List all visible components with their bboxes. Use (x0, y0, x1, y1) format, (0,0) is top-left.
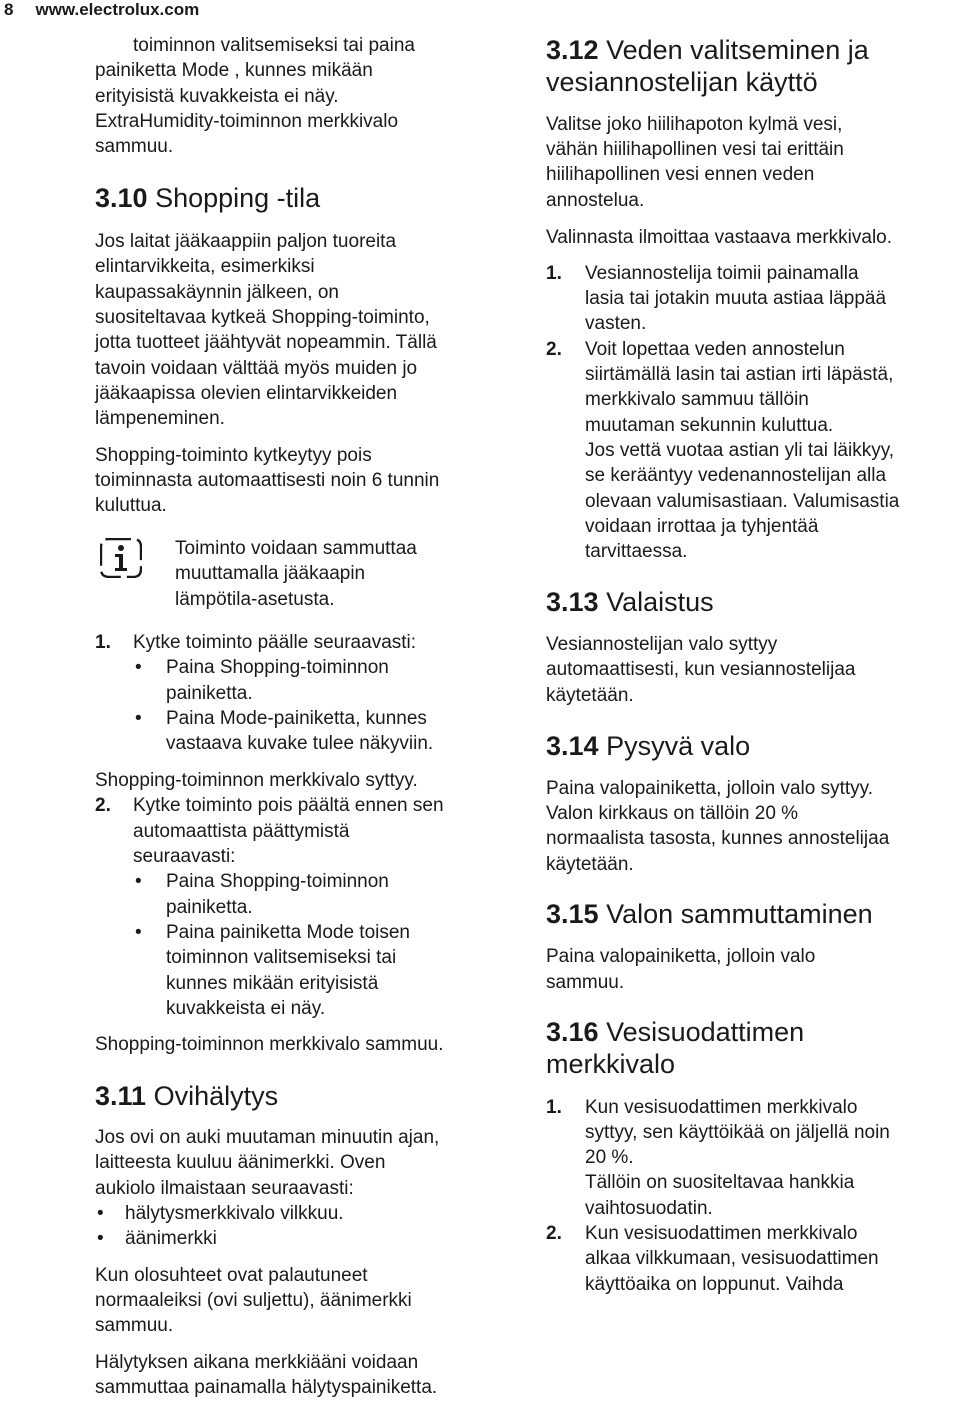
bullet-dot: • (97, 1228, 104, 1249)
s315-p1-line: sammuu. (546, 972, 625, 993)
step-number: 1. (546, 263, 562, 284)
bullet-dot: • (97, 1203, 104, 1224)
step-text: Kun vesisuodattimen merkkivalo (585, 1223, 858, 1244)
s310-p1-line: lämpeneminen. (95, 408, 225, 429)
step-text: Jos vettä vuotaa astian yli tai läikkyy, (585, 440, 895, 461)
step-text: voidaan irrottaa ja tyhjentää (585, 516, 819, 537)
s310-p2-line: kuluttua. (95, 495, 167, 516)
bullet-dot: • (135, 657, 142, 678)
intro-line: erityisistä kuvakkeista ei näy. (95, 86, 339, 107)
s310-after2: Shopping-toiminnon merkkivalo sammuu. (95, 1034, 444, 1055)
site-url: www.electrolux.com (35, 0, 200, 19)
step-text: olevaan valumisastiaan. Valumisastia (585, 491, 900, 512)
step-text: muutaman sekunnin kuluttua. (585, 415, 834, 436)
note-line: Toiminto voidaan sammuttaa (175, 538, 417, 559)
s314-p1-line: Paina valopainiketta, jolloin valo syttyy. (546, 778, 874, 799)
step-number: 2. (95, 795, 111, 816)
heading-3-10: 3.10 Shopping -tila (95, 183, 321, 213)
step-text: Kun vesisuodattimen merkkivalo (585, 1097, 858, 1118)
s312-p1-line: hiilihapollinen vesi ennen veden (546, 164, 815, 185)
bullet-line: hälytysmerkkivalo vilkkuu. (125, 1203, 344, 1224)
intro-line: ExtraHumidity-toiminnon merkkivalo (95, 111, 399, 132)
page-header (4, 0, 199, 20)
bullet-dot: • (135, 708, 142, 729)
s315-p1-line: Paina valopainiketta, jolloin valo (546, 946, 816, 967)
s310-p2-line: Shopping-toiminto kytkeytyy pois (95, 445, 372, 466)
note-line: lämpötila-asetusta. (175, 589, 335, 610)
step-text: siirtämällä lasin tai astian irti läpästä, (585, 364, 894, 385)
step-text: tarvittaessa. (585, 541, 688, 562)
bullet-line: painiketta. (166, 897, 253, 918)
bullet-line: äänimerkki (125, 1228, 217, 1249)
s312-p2: Valinnasta ilmoittaa vastaava merkkivalo. (546, 227, 893, 248)
heading-3-16-line2: merkkivalo (546, 1049, 676, 1079)
s312-p1-line: annostelua. (546, 190, 645, 211)
heading-3-12-line2: vesiannostelijan käyttö (546, 67, 818, 97)
s311-p2-line: Kun olosuhteet ovat palautuneet (95, 1265, 368, 1286)
step-text: merkkivalo sammuu tällöin (585, 389, 809, 410)
step-text: Voit lopettaa veden annostelun (585, 339, 845, 360)
step-text: seuraavasti: (133, 846, 236, 867)
step-text: vasten. (585, 313, 647, 334)
intro-line: toiminnon valitsemiseksi tai paina (133, 35, 415, 56)
step-text: se kerääntyy vedenannostelijan alla (585, 465, 887, 486)
s310-p2-line: toiminnasta automaattisesti noin 6 tunnin (95, 470, 440, 491)
s311-p1-line: Jos ovi on auki muutaman minuutin ajan, (95, 1127, 440, 1148)
s311-p1-line: aukiolo ilmaistaan seuraavasti: (95, 1178, 354, 1199)
step-text: Kytke toiminto päälle seuraavasti: (133, 632, 417, 653)
s313-p1-line: käytetään. (546, 685, 634, 706)
step-text: 20 %. (585, 1147, 634, 1168)
bullet-line: Paina painiketta Mode toisen (166, 922, 410, 943)
intro-line: painiketta Mode , kunnes mikään (95, 60, 373, 81)
s314-p1-line: normaalista tasosta, kunnes annostelijaa (546, 828, 890, 849)
bullet-dot: • (135, 871, 142, 892)
bullet-line: vastaava kuvake tulee näkyviin. (166, 733, 434, 754)
bullet-dot: • (135, 922, 142, 943)
s310-p1-line: elintarvikkeita, esimerkiksi (95, 256, 315, 277)
bullet-line: toiminnon valitsemiseksi tai (166, 947, 397, 968)
s314-p1-line: käytetään. (546, 854, 634, 875)
step-text: Kytke toiminto pois päältä ennen sen (133, 795, 444, 816)
s311-p3-line: Hälytyksen aikana merkkiääni voidaan (95, 1352, 419, 1373)
s312-p1-line: vähän hiilihapollinen vesi tai erittäin (546, 139, 844, 160)
step-text: lasia tai jotakin muuta astiaa läppää (585, 288, 887, 309)
heading-3-13: 3.13 Valaistus (546, 587, 714, 617)
bullet-line: Paina Shopping-toiminnon (166, 871, 389, 892)
s311-p2-line: sammuu. (95, 1315, 174, 1336)
s310-p1-line: Jos laitat jääkaappiin paljon tuoreita (95, 231, 397, 252)
s310-p1-line: tavoin voidaan välttää myös muiden jo (95, 358, 418, 379)
heading-3-12: 3.12 Veden valitseminen ja (546, 35, 869, 65)
intro-line: sammuu. (95, 136, 174, 157)
s312-p1-line: Valitse joko hiilihapoton kylmä vesi, (546, 114, 843, 135)
bullet-line: Paina Shopping-toiminnon (166, 657, 389, 678)
s310-after1: Shopping-toiminnon merkkivalo syttyy. (95, 770, 418, 791)
step-number: 1. (546, 1097, 562, 1118)
step-text: alkaa vilkkumaan, vesisuodattimen (585, 1248, 879, 1269)
s310-p1-line: kaupassakäynnin jälkeen, on (95, 282, 340, 303)
info-icon (100, 538, 142, 578)
heading-3-14: 3.14 Pysyvä valo (546, 731, 751, 761)
step-number: 2. (546, 339, 562, 360)
s310-p1-line: jotta tuotteet jäähtyvät nopeammin. Tällä (95, 332, 437, 353)
page-number: 8 (4, 0, 14, 19)
step-text: automaattista päättymistä (133, 821, 350, 842)
heading-3-16: 3.16 Vesisuodattimen (546, 1017, 805, 1047)
s310-p1-line: jääkaapissa olevien elintarvikkeiden (95, 383, 398, 404)
s314-p1-line: Valon kirkkaus on tällöin 20 % (546, 803, 799, 824)
note-line: muuttamalla jääkaapin (175, 563, 366, 584)
s311-p1-line: laitteesta kuuluu äänimerkki. Oven (95, 1152, 386, 1173)
bullet-line: painiketta. (166, 683, 253, 704)
step-text: syttyy, sen käyttöikää on jäljellä noin (585, 1122, 890, 1143)
heading-3-15: 3.15 Valon sammuttaminen (546, 899, 873, 929)
s311-p3-line: sammuttaa painamalla hälytyspainiketta. (95, 1377, 438, 1398)
s313-p1-line: automaattisesti, kun vesiannostelijaa (546, 659, 856, 680)
step-number: 2. (546, 1223, 562, 1244)
bullet-line: kuvakkeista ei näy. (166, 998, 326, 1019)
step-text: käyttöaika on loppunut. Vaihda (585, 1274, 844, 1295)
step-text: Tällöin on suositeltavaa hankkia (585, 1172, 855, 1193)
step-text: vaihtosuodatin. (585, 1198, 713, 1219)
heading-3-11: 3.11 Ovihälytys (95, 1081, 279, 1111)
s311-p2-line: normaaleiksi (ovi suljettu), äänimerkki (95, 1290, 412, 1311)
s313-p1-line: Vesiannostelijan valo syttyy (546, 634, 778, 655)
bullet-line: Paina Mode-painiketta, kunnes (166, 708, 427, 729)
s310-p1-line: suositeltavaa kytkeä Shopping-toiminto, (95, 307, 430, 328)
step-number: 1. (95, 632, 111, 653)
step-text: Vesiannostelija toimii painamalla (585, 263, 859, 284)
bullet-line: kunnes mikään erityisistä (166, 973, 379, 994)
